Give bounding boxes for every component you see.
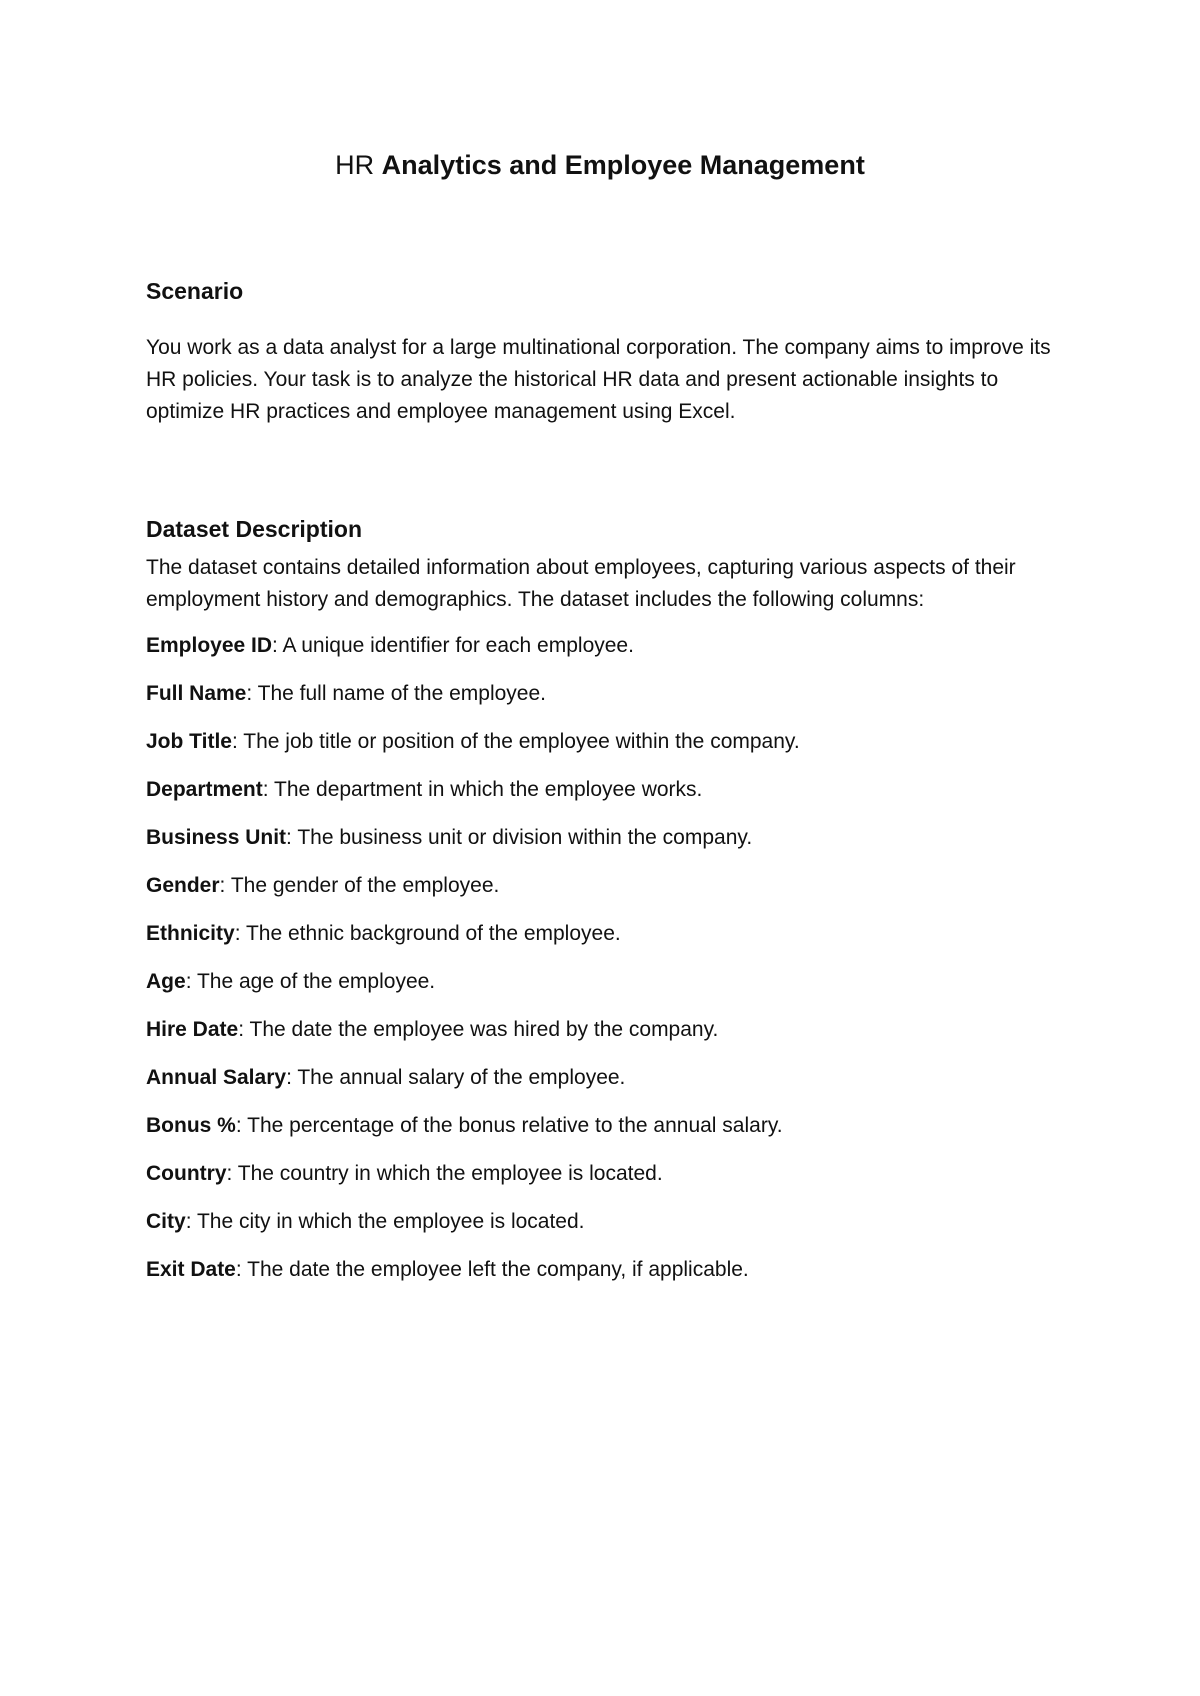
- column-description: : The gender of the employee.: [219, 874, 500, 897]
- column-description: : The department in which the employee works.: [262, 778, 703, 801]
- column-definition-employee-id: [146, 630, 1076, 678]
- column-name: Employee ID: [146, 634, 273, 657]
- column-definition-age: [146, 966, 1076, 1014]
- scenario-heading: Scenario: [146, 278, 244, 304]
- column-definition-annual-salary: [146, 1062, 1076, 1110]
- column-name: Exit Date: [146, 1258, 236, 1281]
- column-name: Gender: [146, 874, 220, 897]
- page-title-prefix: HR: [335, 150, 382, 180]
- column-name: Full Name: [146, 682, 247, 705]
- column-name: Hire Date: [146, 1018, 239, 1041]
- column-description: : The job title or position of the employee within the company.: [231, 730, 800, 753]
- column-description: : The business unit or division within the company.: [286, 826, 753, 849]
- column-description: : The date the employee was hired by the company.: [238, 1018, 719, 1041]
- scenario-paragraph: You work as a data analyst for a large multinational corporation. The company aims to improve its HR policies. Your task is to analyze the historical HR data and present actionable insights to optimize HR practices and employee management using Excel.: [146, 336, 1051, 423]
- column-name: Bonus %: [146, 1114, 236, 1137]
- page-title-bold: Analytics and Employee Management: [381, 150, 865, 180]
- column-description: : The city in which the employee is located.: [185, 1210, 585, 1233]
- dataset-description-paragraph: The dataset contains detailed information about employees, capturing various aspects of their employment history and demographics. The dataset includes the following columns:: [146, 556, 1016, 611]
- column-name: Age: [146, 970, 186, 993]
- column-name: Job Title: [146, 730, 232, 753]
- column-description: : The annual salary of the employee.: [286, 1066, 626, 1089]
- column-description: : The full name of the employee.: [246, 682, 546, 705]
- column-definition-city: [146, 1206, 1076, 1254]
- column-definition-hire-date: [146, 1014, 1076, 1062]
- column-description: : The age of the employee.: [185, 970, 436, 993]
- column-name: Annual Salary: [146, 1066, 287, 1089]
- column-name: Department: [146, 778, 263, 801]
- column-description: : A unique identifier for each employee.: [272, 634, 634, 657]
- column-name: City: [146, 1210, 186, 1233]
- page-title: [0, 148, 1200, 182]
- column-definition-ethnicity: [146, 918, 1076, 966]
- column-definition-bonus-percent: [146, 1110, 1076, 1158]
- column-description: : The ethnic background of the employee.: [234, 922, 621, 945]
- column-description: : The country in which the employee is located.: [226, 1162, 663, 1185]
- column-definitions-list: [146, 630, 1076, 1302]
- column-definition-country: [146, 1158, 1076, 1206]
- dataset-description-heading: Dataset Description: [146, 516, 363, 542]
- column-description: : The date the employee left the company, if applicable.: [235, 1258, 749, 1281]
- column-name: Business Unit: [146, 826, 287, 849]
- column-definition-gender: [146, 870, 1076, 918]
- column-definition-department: [146, 774, 1076, 822]
- column-description: : The percentage of the bonus relative to the annual salary.: [235, 1114, 783, 1137]
- column-name: Ethnicity: [146, 922, 235, 945]
- column-definition-full-name: [146, 678, 1076, 726]
- column-name: Country: [146, 1162, 227, 1185]
- column-definition-job-title: [146, 726, 1076, 774]
- column-definition-business-unit: [146, 822, 1076, 870]
- column-definition-exit-date: [146, 1254, 1076, 1302]
